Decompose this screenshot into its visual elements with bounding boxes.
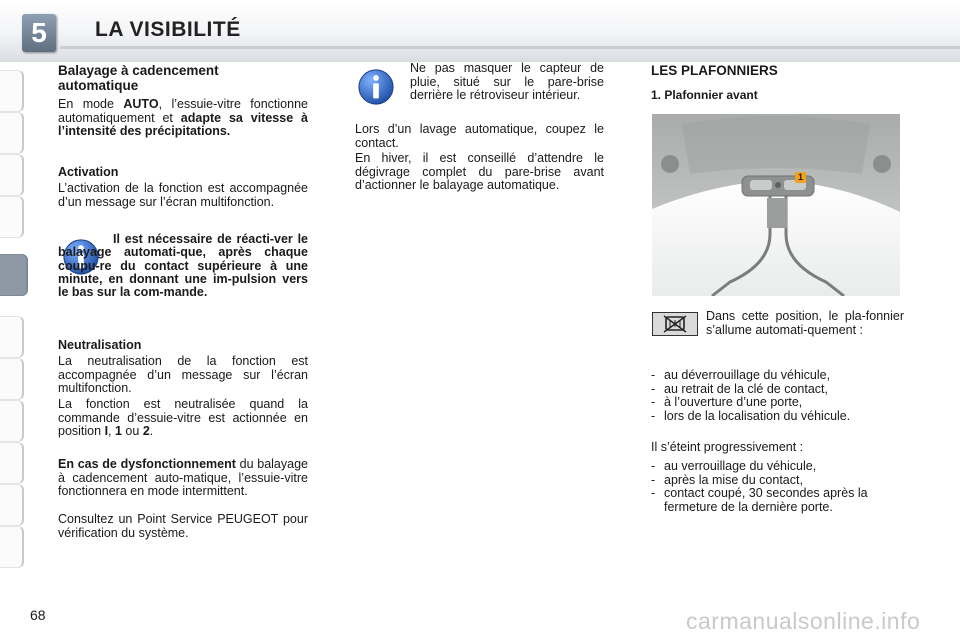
- page-title: LA VISIBILITÉ: [95, 18, 241, 41]
- door-light-switch-icon: [652, 312, 698, 336]
- list-item: - contact coupé, 30 secondes après la fermeture de la dernière porte.: [651, 487, 907, 514]
- activation-heading: Activation: [58, 165, 119, 179]
- chapter-tab-6[interactable]: [0, 316, 24, 358]
- chapter-tab-3[interactable]: [0, 154, 24, 196]
- neutralisation-text-2: [58, 398, 308, 439]
- header-rule: [60, 46, 960, 49]
- list-item: - après la mise du contact,: [651, 474, 907, 488]
- chapter-tab-10[interactable]: [0, 484, 24, 526]
- end-dot: .: [149, 424, 154, 438]
- fade-title: Il s’éteint progressivement :: [651, 440, 804, 454]
- intro-bold: adapte sa vitesse à l’intensité des précipitations.: [58, 110, 308, 138]
- sep-1: ,: [108, 424, 115, 438]
- intro-text: , l’essuie-vitre fonctionne automatiquement et: [58, 97, 308, 125]
- sep-2: ou: [121, 424, 143, 438]
- malfunction-text: du balayage à cadencement auto-matique, l’essuie-vitre fonctionnera en mode intermittent.: [58, 457, 308, 498]
- activation-text: L’activation de la fonction est accompagnée d’un message sur l’écran multifonction.: [58, 181, 308, 209]
- list-item: - au verrouillage du véhicule,: [651, 460, 907, 474]
- page-number: 68: [30, 607, 46, 623]
- info-icon: [357, 68, 395, 106]
- watermark: carmanualsonline.info: [686, 608, 921, 634]
- malfunction-paragraph: [58, 458, 308, 499]
- winter-text: En hiver, il est conseillé d’attendre le dégivrage complet du pare-brise avant d’actionner le balayage automatique.: [355, 151, 604, 192]
- wash-text: Lors d’un lavage automatique, coupez le contact.: [355, 122, 604, 150]
- position-i: I: [104, 424, 109, 438]
- ceiling-light-illustration: [652, 114, 900, 296]
- mode-auto: AUTO: [123, 97, 159, 111]
- chapter-tab-4[interactable]: [0, 196, 24, 238]
- chapter-tab-7[interactable]: [0, 358, 24, 400]
- chapter-tab-11[interactable]: [0, 526, 24, 568]
- subsection-plafonnier-avant: 1. Plafonnier avant: [651, 88, 758, 102]
- info-note-reactivate: Il est nécessaire de réacti-ver le balayage automati-que, après chaque coupu-re du contact supérieure à une minute, en donnant une im-pulsion vers le bas sur la com-mande.: [58, 232, 308, 300]
- neutralisation-text-1: La neutralisation de la fonction est accompagnée d’un message sur l’écran multifonction.: [58, 354, 308, 395]
- light-on-list: [651, 369, 903, 423]
- chapter-tab-2[interactable]: [0, 112, 24, 154]
- callout-marker: 1: [795, 172, 806, 183]
- position-2: 2: [142, 424, 150, 438]
- info-note-sensor: Ne pas masquer le capteur de pluie, situé sur le pare-brise derrière le rétroviseur intérieur.: [410, 61, 604, 102]
- chapter-tab-8[interactable]: [0, 400, 24, 442]
- list-item: - lors de la localisation du véhicule.: [651, 410, 903, 424]
- position-1: 1: [115, 424, 122, 438]
- consult-text: Consultez un Point Service PEUGEOT pour vérification du système.: [58, 512, 308, 540]
- section-title-plafonniers: LES PLAFONNIERS: [651, 63, 778, 78]
- malfunction-title: En cas de dysfonctionnement: [58, 457, 236, 471]
- position-text: Dans cette position, le pla-fonnier s’allume automati-quement :: [706, 309, 904, 337]
- light-off-list: [651, 460, 907, 514]
- neutral-text-prefix: La fonction est neutralisée quand la commande d’essuie-vitre est actionnée en position: [58, 397, 308, 438]
- neutralisation-heading: Neutralisation: [58, 338, 142, 352]
- chapter-tab-9[interactable]: [0, 442, 24, 484]
- intro-paragraph: [58, 98, 308, 139]
- intro-prefix: En mode: [58, 97, 124, 111]
- chapter-number: 5: [22, 14, 56, 52]
- list-item: - à l’ouverture d’une porte,: [651, 396, 903, 410]
- section-title-balayage: Balayage à cadencement automatique: [58, 63, 219, 93]
- list-item: - au déverrouillage du véhicule,: [651, 369, 903, 383]
- list-item: - au retrait de la clé de contact,: [651, 383, 903, 397]
- chapter-tab-5-active[interactable]: [0, 254, 28, 296]
- chapter-tab-1[interactable]: [0, 70, 24, 112]
